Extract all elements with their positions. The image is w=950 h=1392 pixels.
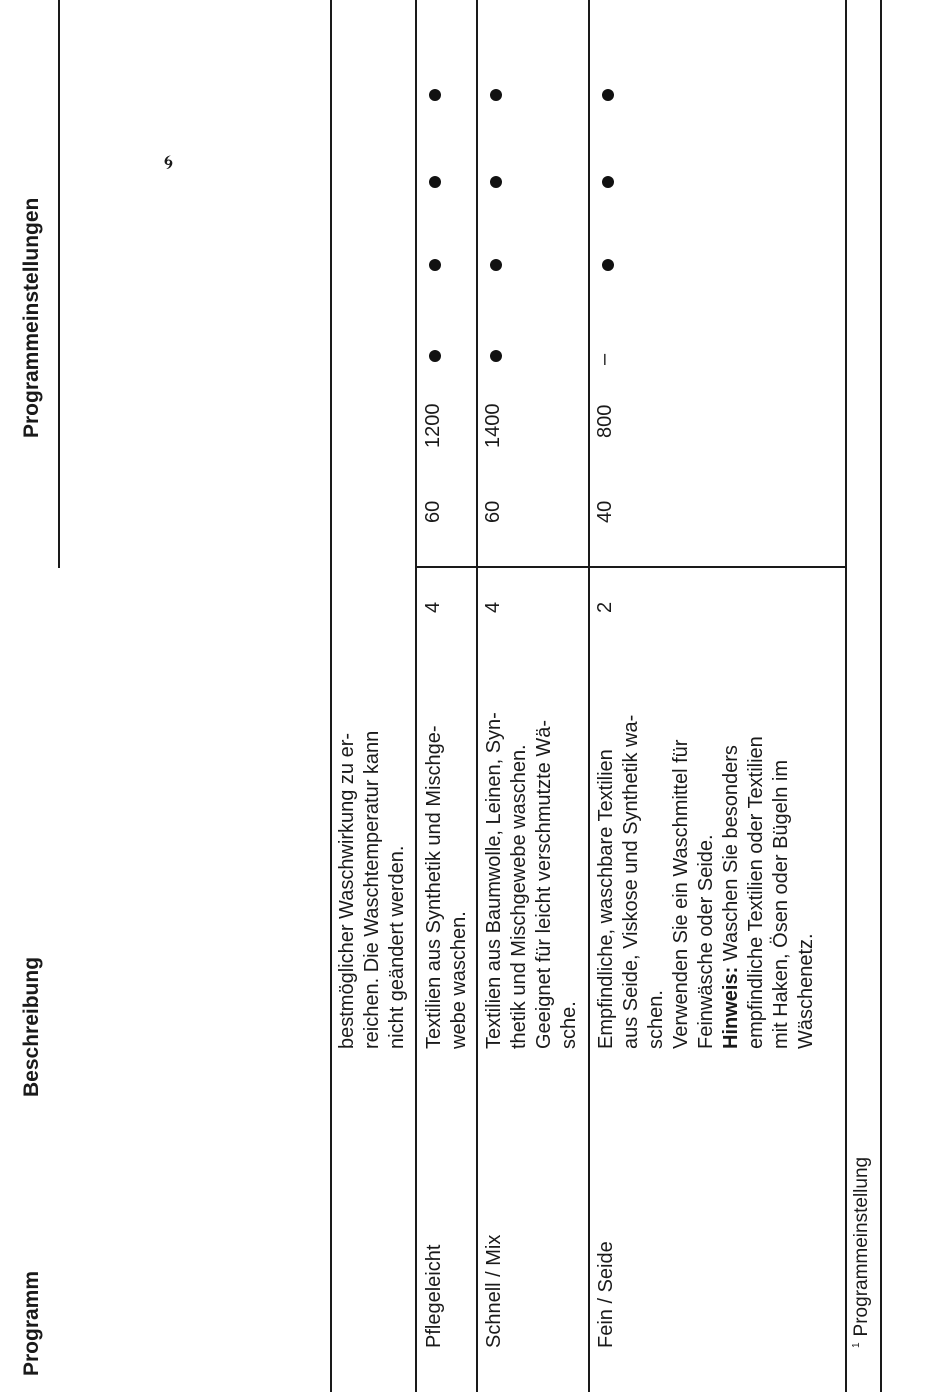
row-program: Pflegeleicht: [423, 1244, 445, 1348]
table-bottom-line: [845, 0, 847, 1392]
desc-line: Geeignet für leicht verschmutzte Wä-: [533, 719, 555, 1049]
row-temperature: 60: [422, 500, 444, 523]
note-first-line: Waschen Sie besonders: [720, 745, 742, 967]
row-spin-speed: 1400: [482, 403, 504, 448]
option-dot: [602, 89, 614, 101]
desc-line: Empfindliche, waschbare Textilien: [595, 749, 617, 1049]
continuation-description: [335, 731, 410, 1049]
desc-line: reichen. Die Waschtemperatur kann: [361, 730, 383, 1049]
option-dot: [429, 89, 441, 101]
row-program: Fein / Seide: [595, 1241, 617, 1348]
option-dot: [602, 259, 614, 271]
row-divider: [588, 0, 590, 1392]
footnote: [851, 1157, 873, 1348]
column-divider: [416, 566, 846, 568]
desc-line: schen.: [645, 990, 667, 1049]
spin-symbol-icon: 🌀︎: [163, 151, 174, 174]
option-dot: [602, 176, 614, 188]
option-dot: [490, 350, 502, 362]
desc-line: bestmöglicher Waschwirkung zu er-: [336, 732, 358, 1049]
desc-line: Feinwäsche oder Seide.: [695, 834, 717, 1049]
desc-line: aus Seide, Viskose und Synthetik wa-: [620, 714, 642, 1049]
desc-line: nicht geändert werden.: [386, 845, 408, 1049]
desc-line: Verwenden Sie ein Waschmittel für: [670, 739, 692, 1049]
option-dot: [490, 89, 502, 101]
desc-line: Textilien aus Baumwolle, Leinen, Syn-: [483, 712, 505, 1049]
desc-line: sche.: [558, 1001, 580, 1049]
footnote-marker: 1: [851, 1342, 862, 1348]
row-load: 2: [594, 601, 616, 613]
option-dot: [429, 259, 441, 271]
option-dot: [490, 259, 502, 271]
row-temperature: 40: [594, 500, 616, 523]
row-program: Schnell / Mix: [483, 1234, 505, 1348]
footnote-text: Programmeinstellung: [851, 1156, 872, 1337]
note-line: mit Haken, Ösen oder Bügeln im: [770, 759, 792, 1049]
desc-line: thetik und Mischgewebe waschen.: [508, 744, 530, 1049]
note-label: Hinweis:: [720, 966, 742, 1049]
desc-line: webe waschen.: [448, 911, 470, 1049]
row-description: [594, 715, 819, 1049]
note-line: Wäschenetz.: [795, 933, 817, 1049]
desc-line: Textilien aus Synthetik und Mischge-: [423, 725, 445, 1049]
row-divider: [415, 0, 417, 1392]
row-load: 4: [422, 601, 444, 613]
note-line: empfindliche Textilien oder Textilien: [745, 736, 767, 1049]
row-spin-speed: 800: [594, 404, 616, 438]
row-description: [422, 726, 472, 1050]
option-dot: [429, 350, 441, 362]
header-description: Beschreibung: [20, 956, 43, 1097]
row-spin-speed: 1200: [422, 403, 444, 448]
row-temperature: 60: [482, 500, 504, 523]
row-load: 4: [482, 601, 504, 613]
header-settings: Programmeinstellungen: [20, 197, 43, 438]
row-description: [482, 712, 582, 1049]
header-divider: [330, 0, 332, 1392]
option-dot: [490, 176, 502, 188]
header-program: Programm: [20, 1270, 43, 1376]
settings-header-underline: [58, 0, 60, 568]
row-divider: [476, 0, 478, 1392]
option-dash: –: [593, 353, 615, 365]
option-dot: [429, 176, 441, 188]
page-bottom-line: [880, 0, 882, 1392]
